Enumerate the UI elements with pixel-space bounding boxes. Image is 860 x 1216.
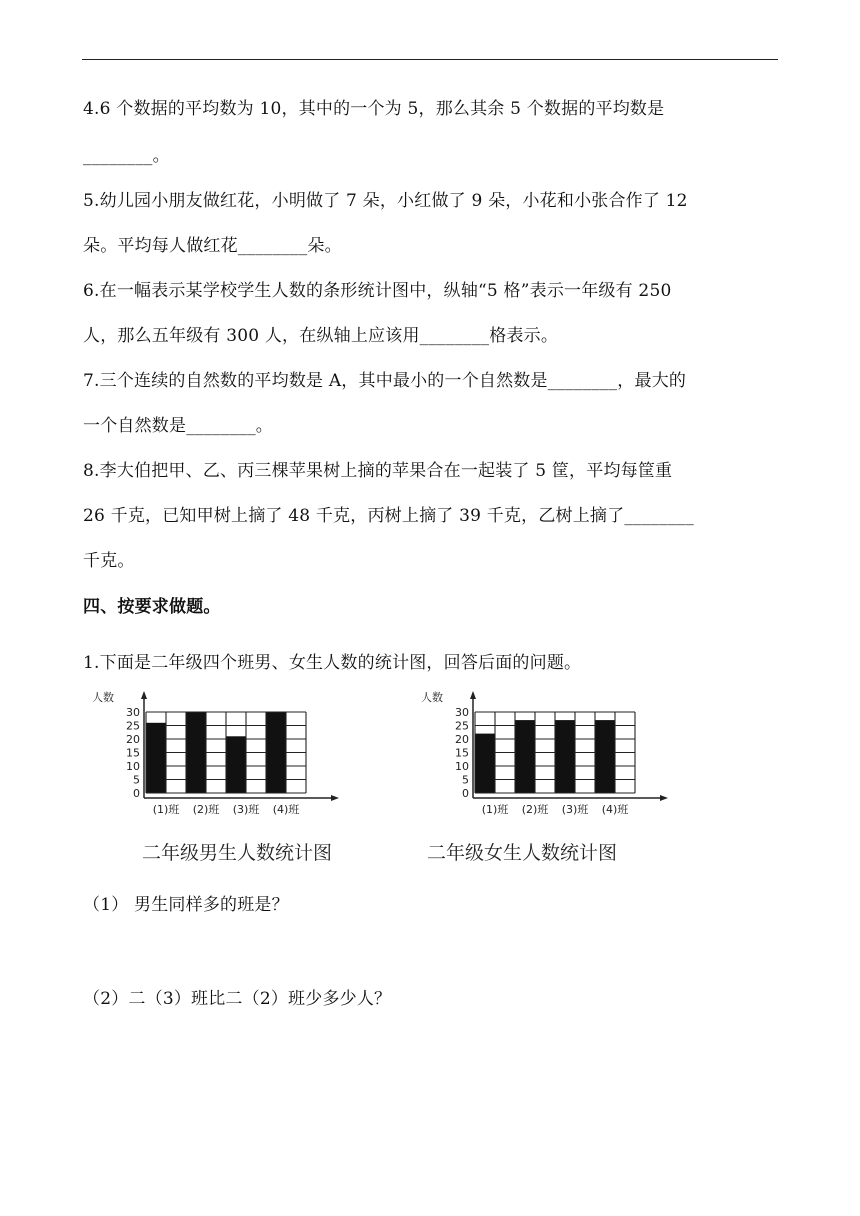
girls-y-axis-arrow [470,691,476,699]
boys-bar-fill-4 [267,713,285,793]
boys-y-tick-20: 20 [126,733,140,746]
boys-chart-title: 二年级男生人数统计图 [142,842,333,864]
question-7-line-1: 7.三个连续的自然数的平均数是 A，其中最小的一个自然数是________，最大的 [83,371,687,391]
boys-y-axis-arrow [141,691,147,699]
girls-y-label: 人数 [421,691,443,704]
question-8-line-2: 26 千克，已知甲树上摘了 48 千克，丙树上摘了 39 千克，乙树上摘了________ [83,506,694,526]
question-5-line-1: 5.幼儿园小朋友做红花，小明做了 7 朵，小红做了 9 朵，小花和小张合作了 12 [83,191,688,211]
question-8-line-1: 8.李大伯把甲、乙、丙三棵苹果树上摘的苹果合在一起装了 5 筐，平均每筐重 [83,461,673,481]
boys-x-label-3: (3)班 [232,803,260,816]
boys-bar-fill-2 [187,713,205,793]
question-6-line-2: 人，那么五年级有 300 人，在纵轴上应该用________格表示。 [83,326,559,346]
boys-bar-chart [84,690,354,825]
girls-x-label-3: (3)班 [561,803,589,816]
top-rule [82,59,778,60]
girls-x-label-1: (1)班 [481,803,509,816]
question-4-line-1: 4.6 个数据的平均数为 10，其中的一个为 5，那么其余 5 个数据的平均数是 [83,99,665,119]
question-4-line-2: ________。 [83,146,170,166]
girls-x-label-2: (2)班 [521,803,549,816]
boys-y-tick-10: 10 [126,760,140,773]
boys-x-axis-arrow [331,795,339,801]
girls-y-tick-0: 0 [462,787,469,800]
girls-bar-fill-4 [596,721,614,792]
boys-chart-svg [84,690,354,825]
boys-bar-fill-1 [147,724,165,793]
boys-y-tick-25: 25 [126,719,140,733]
girls-x-axis-arrow [660,795,668,801]
question-5-line-2: 朵。平均每人做红花________朵。 [83,236,342,256]
sub-question-1: （1） 男生同样多的班是？ [83,895,289,915]
girls-y-tick-10: 10 [455,760,469,773]
girls-bar-chart [413,690,683,825]
boys-bar-fill-3 [227,737,245,792]
girls-chart-svg [413,690,683,825]
boys-x-label-1: (1)班 [152,803,180,816]
girls-y-tick-20: 20 [455,733,469,746]
girls-y-tick-30: 30 [455,706,469,719]
question-7-line-2: 一个自然数是________。 [83,416,273,436]
boys-y-tick-5: 5 [133,773,140,787]
girls-y-tick-25: 25 [455,719,469,733]
question-6-line-1: 6.在一幅表示某学校学生人数的条形统计图中，纵轴“5 格”表示一年级有 250 [83,281,672,301]
boys-y-label: 人数 [92,691,114,704]
girls-y-tick-5: 5 [462,773,469,787]
girls-bar-fill-2 [516,721,534,792]
section-4-heading: 四、按要求做题。 [83,597,221,617]
section-4-question-1: 1.下面是二年级四个班男、女生人数的统计图，回答后面的问题。 [83,653,582,673]
boys-y-tick-15: 15 [126,746,140,760]
boys-x-label-2: (2)班 [192,803,220,816]
girls-y-tick-15: 15 [455,746,469,760]
girls-bar-fill-3 [556,721,574,792]
boys-y-tick-0: 0 [133,787,140,800]
boys-x-label-4: (4)班 [272,803,300,816]
sub-question-2: （2）二（3）班比二（2）班少多少人？ [83,989,392,1009]
question-8-line-3: 千克。 [83,551,135,571]
girls-x-label-4: (4)班 [601,803,629,816]
boys-y-tick-30: 30 [126,706,140,719]
girls-bar-fill-1 [476,735,494,793]
girls-chart-title: 二年级女生人数统计图 [427,842,618,864]
